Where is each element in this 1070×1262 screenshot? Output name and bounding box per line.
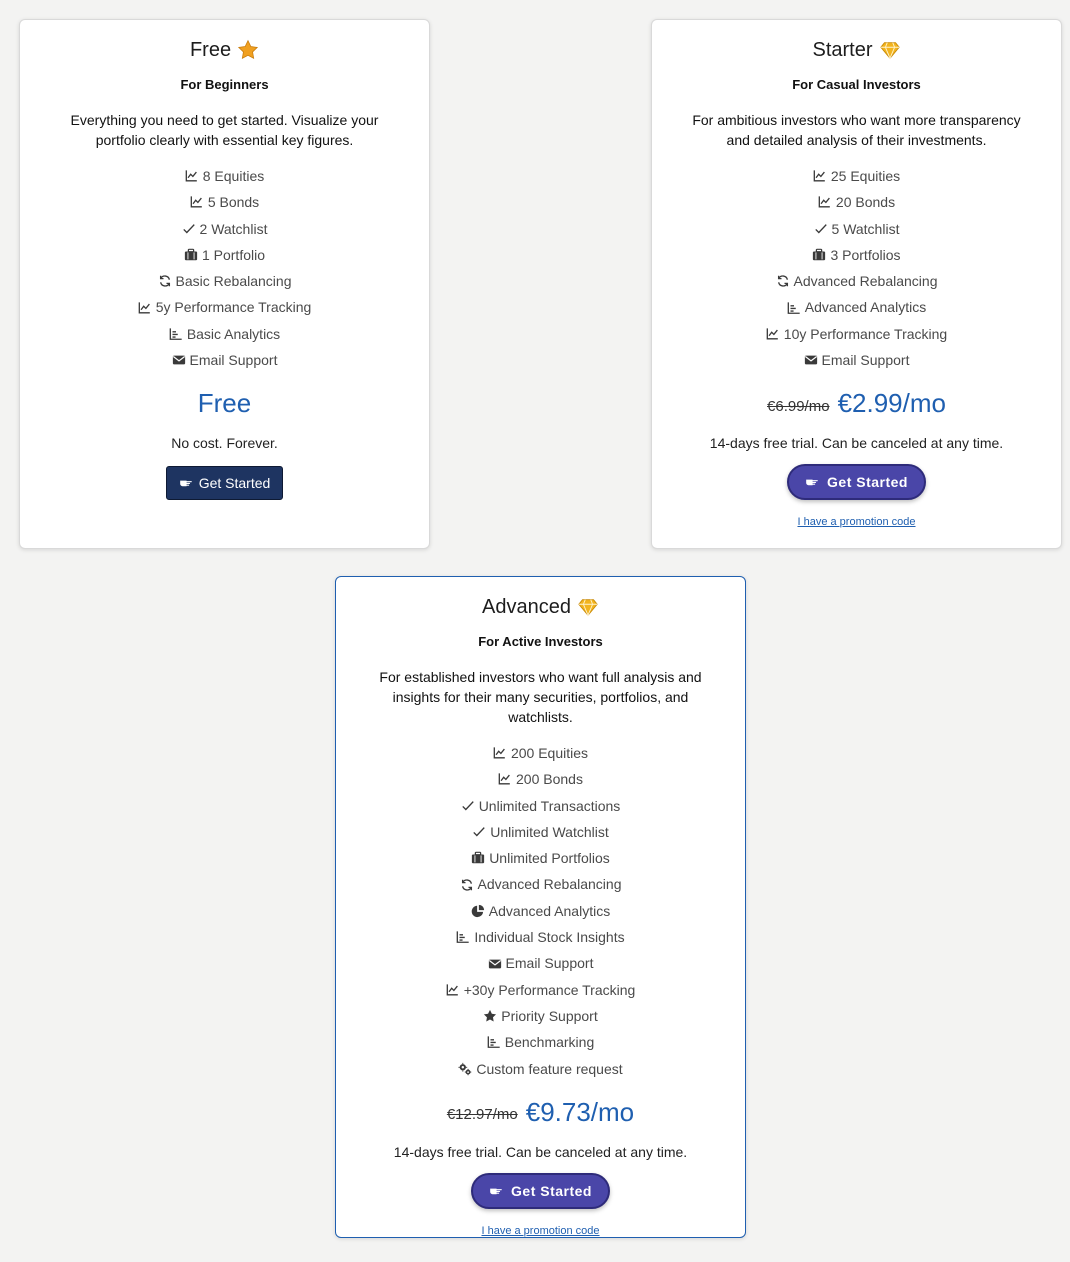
feature-item	[336, 977, 745, 1003]
check-icon	[472, 825, 486, 839]
diamond-icon	[577, 596, 599, 618]
feature-label: 1 Portfolio	[201, 246, 266, 263]
feature-item	[652, 189, 1061, 215]
bar-chart-icon	[456, 930, 470, 944]
hand-pointer-icon	[179, 476, 193, 490]
feature-item	[652, 294, 1061, 320]
old-price: €6.99/mo	[767, 397, 830, 415]
check-icon	[814, 222, 828, 236]
plan-title: Free	[189, 39, 232, 61]
feature-label: Email Support	[505, 955, 594, 972]
feature-list	[20, 163, 429, 373]
briefcase-icon	[184, 248, 198, 262]
feature-label: +30y Performance Tracking	[463, 981, 636, 998]
bar-chart-icon	[169, 327, 183, 341]
check-icon	[182, 222, 196, 236]
feature-label: Advanced Analytics	[488, 902, 611, 919]
feature-item	[336, 845, 745, 871]
plan-price: Free	[197, 388, 252, 419]
hand-pointer-icon	[805, 475, 819, 489]
chart-line-icon	[190, 195, 204, 209]
plan-title-row	[652, 38, 1061, 62]
feature-label: Custom feature request	[476, 1060, 623, 1077]
plan-subtitle: For Casual Investors	[792, 77, 921, 92]
price-row	[20, 386, 429, 420]
feature-item	[652, 216, 1061, 242]
feature-label: Benchmarking	[504, 1034, 595, 1051]
promotion-code-link[interactable]: I have a promotion code	[481, 1224, 600, 1237]
feature-label: Advanced Rebalancing	[793, 273, 938, 290]
price-note: 14-days free trial. Can be canceled at any time.	[393, 1143, 688, 1160]
chart-line-icon	[185, 169, 199, 183]
briefcase-icon	[812, 248, 826, 262]
plan-description: For established investors who want full analysis and insights for their many securities, portfolios, and watchlists.	[379, 669, 702, 725]
chart-line-icon	[498, 772, 512, 786]
feature-label: Advanced Analytics	[804, 299, 927, 316]
feature-item	[20, 294, 429, 320]
plan-title: Advanced	[482, 596, 571, 618]
chart-line-icon	[766, 327, 780, 341]
plan-card-starter	[651, 19, 1062, 549]
feature-item	[336, 1056, 745, 1082]
feature-label: Advanced Rebalancing	[477, 876, 622, 893]
price-row	[336, 1095, 745, 1129]
get-started-button[interactable]	[166, 466, 284, 500]
feature-item	[336, 1029, 745, 1055]
plan-card-free	[19, 19, 430, 549]
feature-label: Individual Stock Insights	[474, 929, 625, 946]
feature-item	[336, 766, 745, 792]
plan-description: For ambitious investors who want more transparency and detailed analysis of their investments.	[692, 112, 1021, 148]
get-started-label: Get Started	[198, 475, 271, 492]
refresh-icon	[776, 274, 790, 288]
hand-pointer-icon	[489, 1184, 503, 1198]
feature-item	[652, 163, 1061, 189]
feature-label: 200 Equities	[510, 745, 589, 761]
plan-title-row	[336, 595, 745, 619]
get-started-button[interactable]	[471, 1173, 610, 1209]
get-started-label: Get Started	[511, 1182, 592, 1199]
plan-subtitle: For Beginners	[180, 77, 269, 92]
plan-title: Starter	[812, 39, 873, 61]
feature-item	[20, 242, 429, 268]
feature-item	[652, 242, 1061, 268]
star-icon	[237, 39, 259, 61]
feature-item	[20, 268, 429, 294]
chart-line-icon	[138, 301, 152, 315]
envelope-icon	[172, 353, 186, 367]
check-icon	[461, 799, 475, 813]
refresh-icon	[158, 274, 172, 288]
feature-item	[20, 163, 429, 189]
feature-label: Unlimited Watchlist	[490, 823, 609, 840]
feature-item	[336, 924, 745, 950]
plan-description: Everything you need to get started. Visualize your portfolio clearly with essential key figures.	[70, 112, 379, 148]
price-note: No cost. Forever.	[171, 435, 278, 452]
price-row	[652, 386, 1061, 420]
feature-label: Basic Analytics	[186, 325, 281, 342]
feature-label: Basic Rebalancing	[175, 273, 292, 290]
feature-list	[652, 163, 1061, 373]
feature-item	[336, 793, 745, 819]
bar-chart-icon	[487, 1035, 501, 1049]
feature-item	[336, 819, 745, 845]
feature-item	[336, 898, 745, 924]
plan-subtitle: For Active Investors	[478, 634, 603, 649]
bar-chart-icon	[787, 301, 801, 315]
feature-label: Email Support	[189, 352, 278, 369]
feature-label: 3 Portfolios	[830, 246, 901, 263]
feature-label: 200 Bonds	[516, 771, 583, 788]
plan-title-row	[20, 38, 429, 62]
chart-line-icon	[818, 195, 832, 209]
feature-item	[336, 1003, 745, 1029]
feature-item	[336, 871, 745, 897]
plan-price: €2.99/mo	[837, 388, 946, 419]
cogs-icon	[458, 1062, 472, 1076]
feature-label: 8 Equities	[202, 168, 265, 184]
feature-label: Priority Support	[501, 1007, 598, 1024]
star-icon	[483, 1009, 497, 1023]
feature-list	[336, 740, 745, 1082]
feature-label: 25 Equities	[830, 168, 901, 184]
feature-label: 10y Performance Tracking	[783, 325, 948, 342]
diamond-icon	[879, 39, 901, 61]
plan-price: €9.73/mo	[525, 1096, 635, 1127]
plan-card-advanced	[335, 576, 746, 1238]
feature-item	[652, 321, 1061, 347]
feature-item	[20, 347, 429, 373]
get-started-button[interactable]	[787, 464, 926, 500]
feature-item	[20, 216, 429, 242]
feature-item	[20, 321, 429, 347]
chart-line-icon	[446, 983, 460, 997]
envelope-icon	[804, 353, 818, 367]
feature-item	[336, 950, 745, 976]
feature-label: Unlimited Transactions	[478, 797, 621, 814]
old-price: €12.97/mo	[446, 1106, 518, 1124]
feature-label: 5 Bonds	[207, 194, 260, 211]
chart-line-icon	[493, 746, 507, 760]
feature-item	[20, 189, 429, 215]
feature-label: 5 Watchlist	[831, 220, 900, 237]
feature-label: 2 Watchlist	[199, 220, 268, 237]
price-note: 14-days free trial. Can be canceled at any time.	[709, 435, 1004, 452]
promotion-code-link[interactable]: I have a promotion code	[797, 516, 916, 529]
feature-item	[336, 740, 745, 766]
pie-chart-icon	[471, 904, 485, 918]
feature-label: Email Support	[821, 352, 910, 369]
envelope-icon	[488, 957, 502, 971]
chart-line-icon	[813, 169, 827, 183]
get-started-label: Get Started	[827, 474, 908, 491]
feature-label: Unlimited Portfolios	[489, 850, 610, 867]
feature-item	[652, 347, 1061, 373]
feature-item	[652, 268, 1061, 294]
feature-label: 20 Bonds	[835, 194, 896, 211]
refresh-icon	[460, 878, 474, 892]
feature-label: 5y Performance Tracking	[155, 299, 312, 316]
briefcase-icon	[471, 851, 485, 865]
